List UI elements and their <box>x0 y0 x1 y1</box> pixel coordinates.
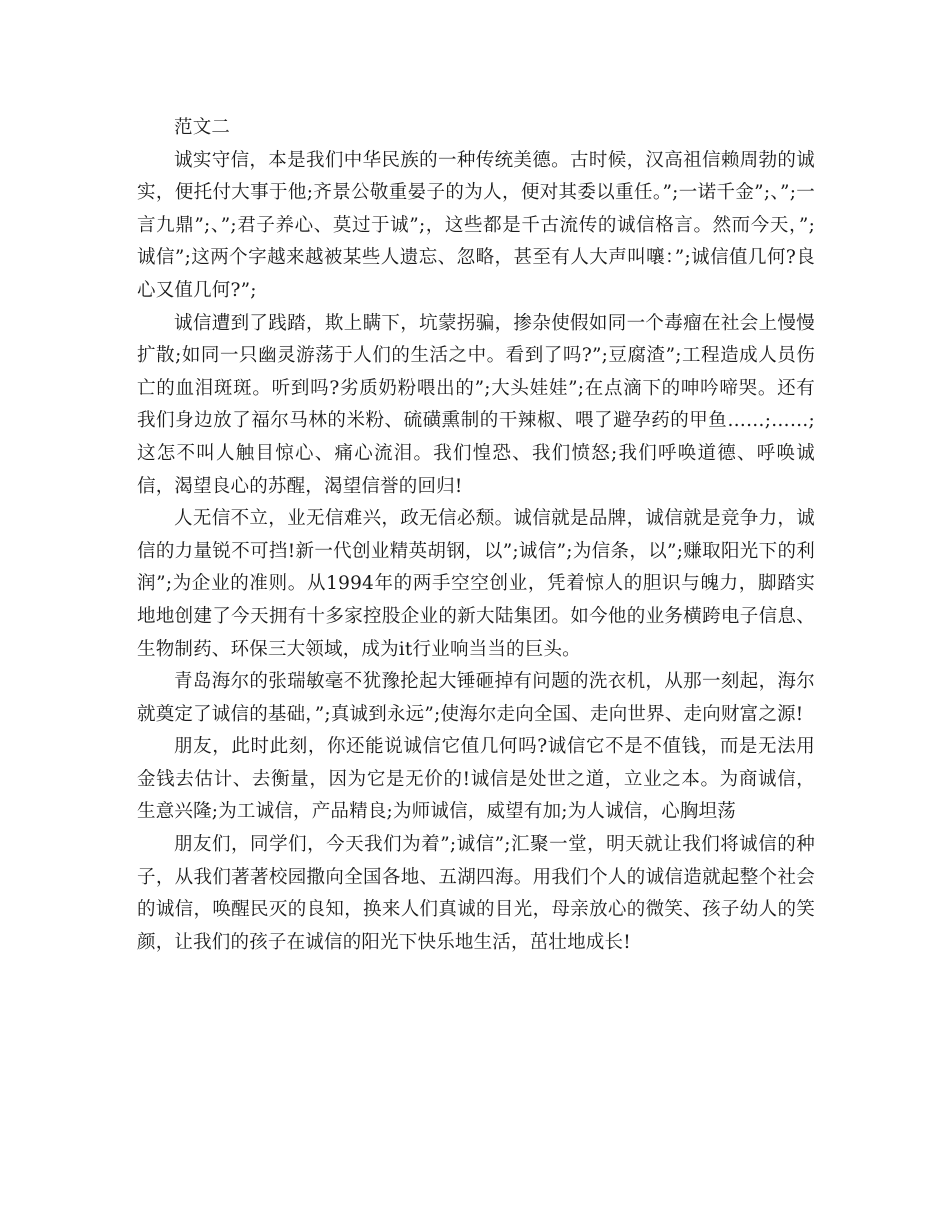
section-heading: 范文二 <box>174 117 231 138</box>
paragraph-5: 朋友，此时此刻，你还能说诚信它值几何吗?诚信它不是不值钱，而是无法用金钱去估计、去衡量，因为它是无价的!诚信是处世之道，立业之本。为商诚信，生意兴隆;为工诚信，产品精良;为师诚信，威望有加;为人诚信，心胸坦荡 <box>137 736 815 823</box>
paragraph-1: 诚实守信，本是我们中华民族的一种传统美德。古时候，汉高祖信赖周勃的诚实，便托付大事于他;齐景公敬重晏子的为人，便对其委以重任。”;一诺千金”;、”;一言九鼎”;、”;君子养心、莫过于诚”;，这些都是千古流传的诚信格言。然而今天，”;诚信”;这两个字越来越被某些人遗忘、忽略，甚至有人大声叫嚷：”;诚信值几何?良心又值几何?”; <box>137 149 815 301</box>
paragraph-6: 朋友们，同学们，今天我们为着”;诚信”;汇聚一堂，明天就让我们将诚信的种子，从我们著著校园撒向全国各地、五湖四海。用我们个人的诚信造就起整个社会的诚信，唤醒民灭的良知，换来人们真诚的目光，母亲放心的微笑、孩子幼人的笑颜，让我们的孩子在诚信的阳光下快乐地生活，茁壮地成长! <box>137 834 815 953</box>
document-body <box>137 112 815 959</box>
paragraph-4: 青岛海尔的张瑞敏毫不犹豫抡起大锤砸掉有问题的洗衣机，从那一刻起，海尔就奠定了诚信的基础，”;真诚到永远”;使海尔走向全国、走向世界、走向财富之源! <box>137 671 815 725</box>
paragraph-2: 诚信遭到了践踏，欺上瞒下，坑蒙拐骗，掺杂使假如同一个毒瘤在社会上慢慢扩散;如同一只幽灵游荡于人们的生活之中。看到了吗?”;豆腐渣”;工程造成人员伤亡的血泪斑斑。听到吗?劣质奶粉喂出的”;大头娃娃”;在点滴下的呻吟啼哭。还有我们身边放了福尔马林的米粉、硫磺熏制的干辣椒、喂了避孕药的甲鱼……;……;这怎不叫人触目惊心、痛心流泪。我们惶恐、我们愤怒;我们呼唤道德、呼唤诚信，渴望良心的苏醒，渴望信誉的回归! <box>137 312 815 497</box>
paragraph-3: 人无信不立，业无信难兴，政无信必颓。诚信就是品牌，诚信就是竞争力，诚信的力量锐不可挡!新一代创业精英胡钢，以”;诚信”;为信条，以”;赚取阳光下的利润”;为企业的准则。从1994年的两手空空创业，凭着惊人的胆识与魄力，脚踏实地地创建了今天拥有十多家控股企业的新大陆集团。如今他的业务横跨电子信息、生物制药、环保三大领域，成为it行业响当当的巨头。 <box>137 508 815 660</box>
